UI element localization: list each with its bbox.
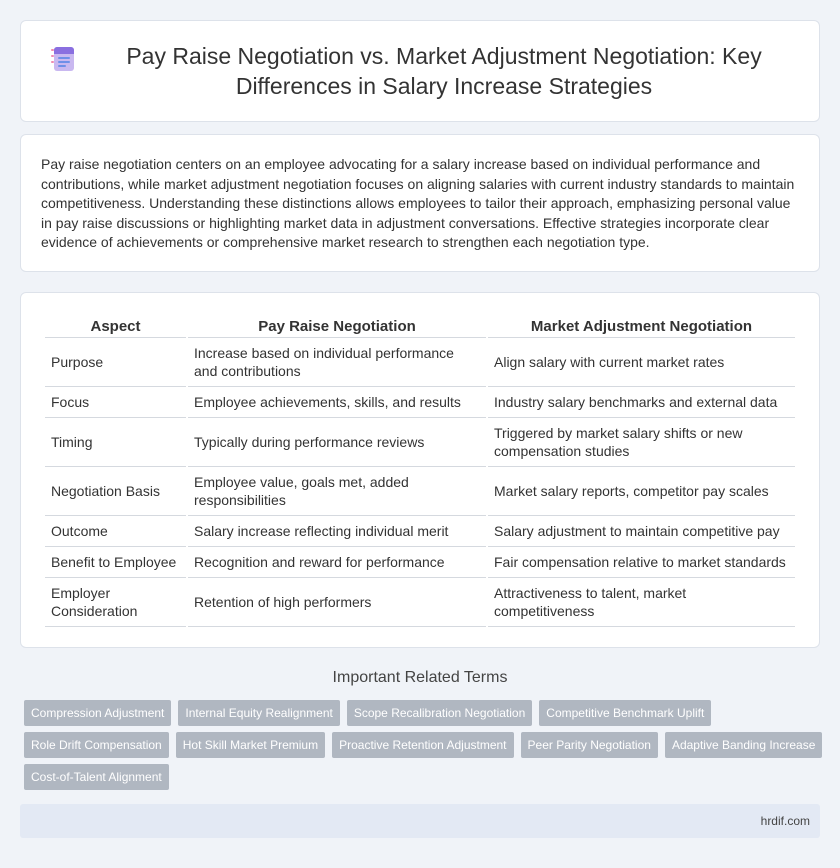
related-term-tag[interactable]: Role Drift Compensation — [24, 732, 169, 758]
table-row — [45, 418, 795, 467]
related-term-tag[interactable]: Adaptive Banding Increase — [665, 732, 822, 758]
cell-pay-raise: Salary increase reflecting individual merit — [188, 516, 486, 547]
cell-pay-raise: Retention of high performers — [188, 578, 486, 627]
related-term-tag[interactable]: Compression Adjustment — [24, 700, 171, 726]
intro-text: Pay raise negotiation centers on an employee advocating for a salary increase based on individual performance and contributions, while market adjustment negotiation focuses on aligning salaries with current industry standards to maintain competitiveness. Understanding these distinctions allows employees to tailor their approach, emphasizing personal value in pay raise discussions or highlighting market data in adjustment conversations. Effective strategies incorporate clear evidence of achievements or comprehensive market research to strengthen each negotiation type. — [41, 156, 795, 251]
cell-pay-raise: Recognition and reward for performance — [188, 547, 486, 578]
header-aspect: Aspect — [45, 315, 186, 338]
cell-market-adjustment: Fair compensation relative to market standards — [488, 547, 795, 578]
related-terms-title: Important Related Terms — [332, 669, 508, 686]
cell-aspect: Timing — [45, 418, 186, 467]
related-terms-tags — [24, 700, 824, 790]
table-row — [45, 467, 795, 516]
header-market-adjustment: Market Adjustment Negotiation — [488, 315, 795, 338]
footer — [20, 804, 820, 838]
cell-market-adjustment: Industry salary benchmarks and external data — [488, 387, 795, 418]
related-term-tag[interactable]: Internal Equity Realignment — [178, 700, 339, 726]
related-term-tag[interactable]: Competitive Benchmark Uplift — [539, 700, 711, 726]
related-term-tag[interactable]: Peer Parity Negotiation — [521, 732, 658, 758]
cell-market-adjustment: Triggered by market salary shifts or new compensation studies — [488, 418, 795, 467]
table-header-row — [45, 315, 795, 338]
title-wrap — [21, 41, 819, 101]
table-row — [45, 387, 795, 418]
page-title: Pay Raise Negotiation vs. Market Adjustment Negotiation: Key Differences in Salary Increase Strategies — [126, 43, 762, 99]
cell-market-adjustment: Market salary reports, competitor pay scales — [488, 467, 795, 516]
cell-aspect: Outcome — [45, 516, 186, 547]
cell-market-adjustment: Attractiveness to talent, market competitiveness — [488, 578, 795, 627]
cell-market-adjustment: Align salary with current market rates — [488, 338, 795, 387]
cell-aspect: Negotiation Basis — [45, 467, 186, 516]
table-row — [45, 578, 795, 627]
title-card — [20, 20, 820, 122]
cell-market-adjustment: Salary adjustment to maintain competitive pay — [488, 516, 795, 547]
comparison-table-card — [20, 292, 820, 648]
intro-card — [20, 134, 820, 272]
document-icon — [51, 45, 77, 73]
related-term-tag[interactable]: Hot Skill Market Premium — [176, 732, 325, 758]
table-row — [45, 516, 795, 547]
comparison-table — [43, 315, 797, 627]
table-row — [45, 547, 795, 578]
cell-pay-raise: Typically during performance reviews — [188, 418, 486, 467]
cell-pay-raise: Employee value, goals met, added responsibilities — [188, 467, 486, 516]
footer-site-link[interactable]: hrdif.com — [760, 814, 810, 828]
cell-aspect: Employer Consideration — [45, 578, 186, 627]
cell-aspect: Purpose — [45, 338, 186, 387]
header-pay-raise: Pay Raise Negotiation — [188, 315, 486, 338]
related-term-tag[interactable]: Scope Recalibration Negotiation — [347, 700, 532, 726]
table-row — [45, 338, 795, 387]
cell-aspect: Benefit to Employee — [45, 547, 186, 578]
related-term-tag[interactable]: Cost-of-Talent Alignment — [24, 764, 169, 790]
cell-pay-raise: Employee achievements, skills, and results — [188, 387, 486, 418]
cell-aspect: Focus — [45, 387, 186, 418]
related-term-tag[interactable]: Proactive Retention Adjustment — [332, 732, 513, 758]
cell-pay-raise: Increase based on individual performance and contributions — [188, 338, 486, 387]
